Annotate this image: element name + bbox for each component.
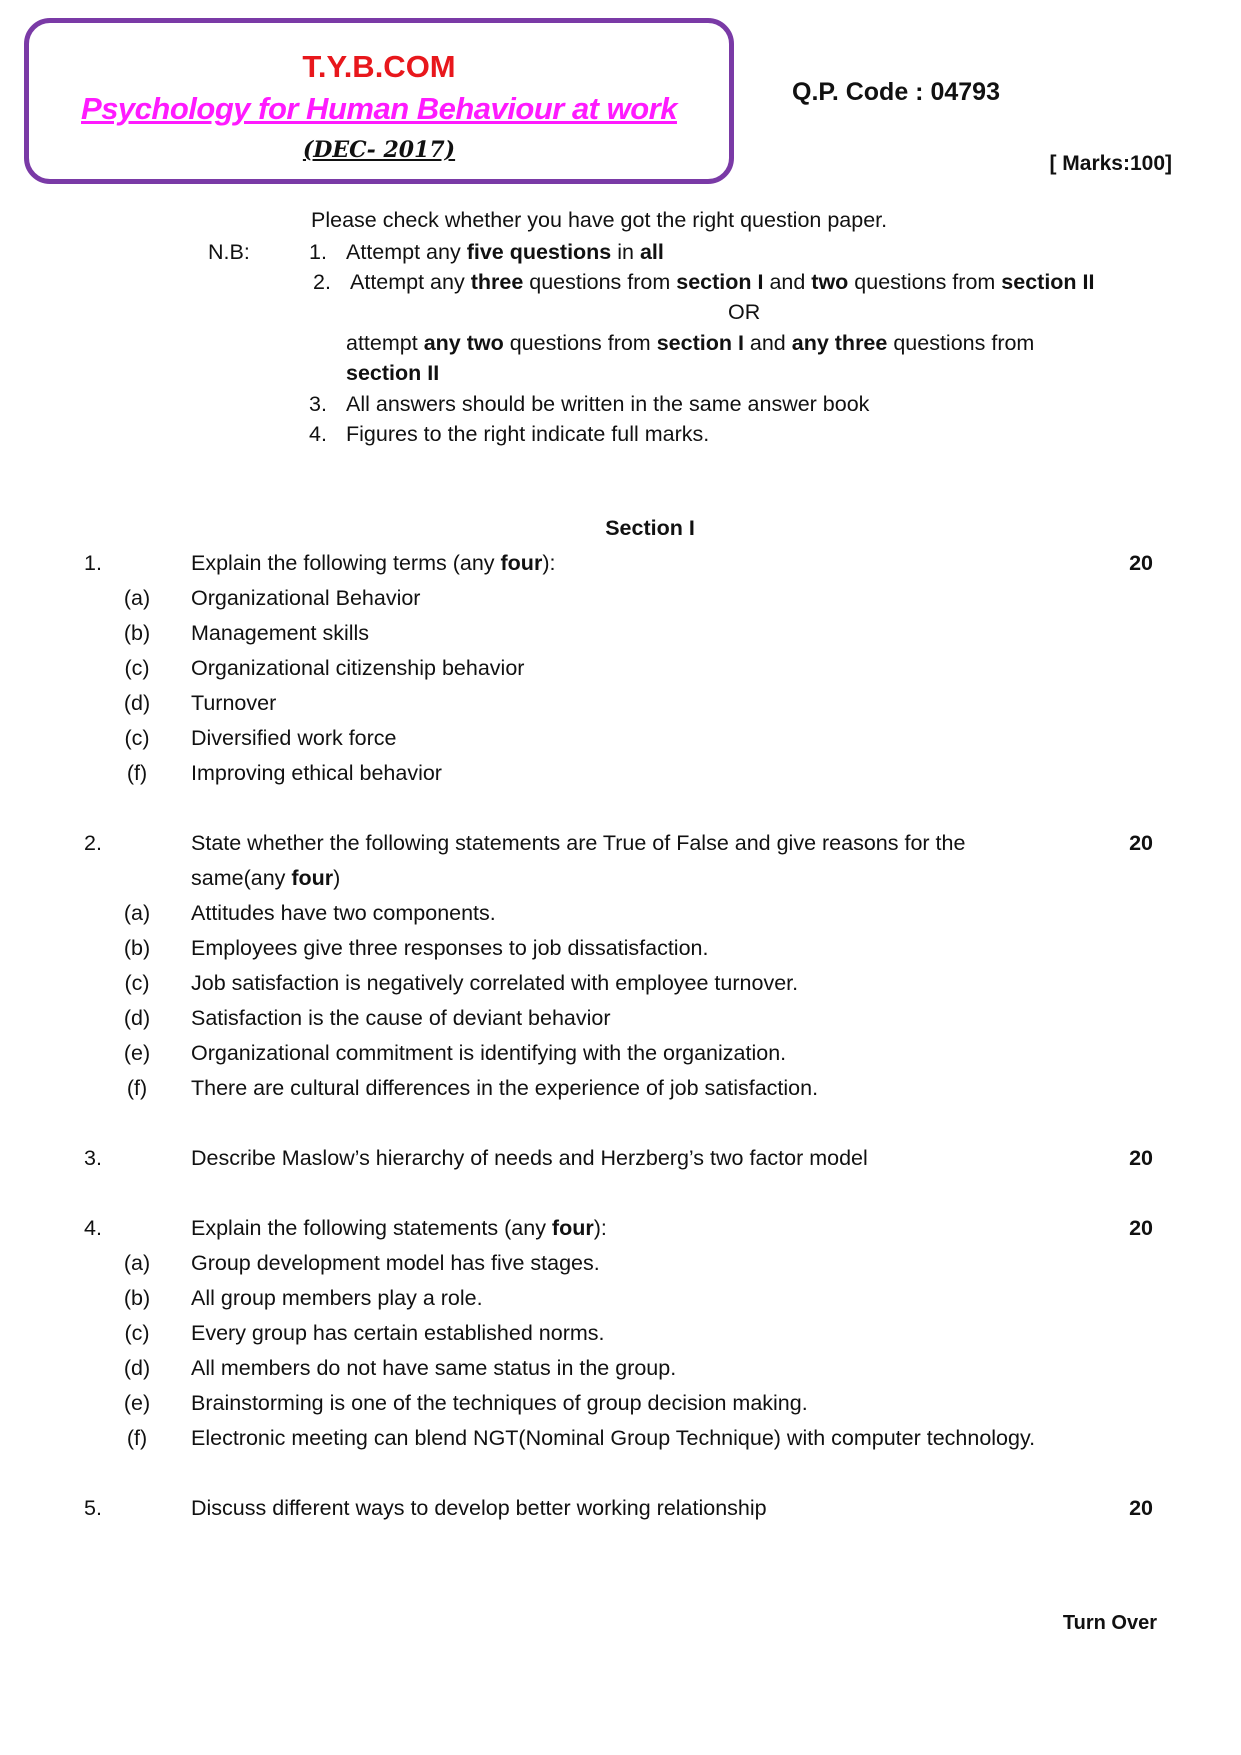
q2-item-text: Job satisfaction is negatively correlated with employee turnover. (191, 971, 799, 995)
instruction-1: Attempt any five questions in all (346, 240, 664, 264)
question-2-marks: 20 (1129, 831, 1153, 855)
q1-item-text: Turnover (191, 691, 277, 715)
question-2-number: 2. (84, 831, 102, 855)
q1-item-text: Organizational citizenship behavior (191, 656, 525, 680)
question-4-marks: 20 (1129, 1216, 1153, 1240)
q2-item-label: (e) (123, 1041, 151, 1065)
q1-item-label: (f) (126, 761, 148, 785)
q2-item-label: (f) (126, 1076, 148, 1100)
subject-title: Psychology for Human Behaviour at work (81, 91, 677, 126)
question-1-number: 1. (84, 551, 102, 575)
q1-item-text: Improving ethical behavior (191, 761, 442, 785)
q2-item-text: Organizational commitment is identifying with the organization. (191, 1041, 787, 1065)
section-heading: Section I (605, 516, 695, 540)
question-4-number: 4. (84, 1216, 102, 1240)
q4-item-label: (e) (123, 1391, 151, 1415)
nb-label: N.B: (208, 240, 250, 264)
q2-item-label: (a) (123, 901, 151, 925)
instruction-4-number: 4. (309, 422, 327, 446)
or-separator: OR (728, 300, 761, 324)
instruction-2-alternative-cont: section II (346, 361, 440, 385)
qp-code: Q.P. Code : 04793 (792, 78, 1000, 106)
question-5-number: 5. (84, 1496, 102, 1520)
q4-item-label: (a) (123, 1251, 151, 1275)
q2-item-label: (b) (123, 936, 151, 960)
instruction-4: Figures to the right indicate full marks. (346, 422, 710, 446)
q2-item-text: Employees give three responses to job dissatisfaction. (191, 936, 709, 960)
question-2-stem-line1: State whether the following statements are True of False and give reasons for the (191, 831, 966, 855)
check-paper-note: Please check whether you have got the right question paper. (311, 208, 888, 232)
q2-item-label: (c) (124, 971, 150, 995)
question-3-number: 3. (84, 1146, 102, 1170)
q4-item-text: All group members play a role. (191, 1286, 483, 1310)
question-2-stem-line2: same(any four) (191, 866, 341, 890)
turn-over-note: Turn Over (1062, 1612, 1157, 1634)
question-1-marks: 20 (1129, 551, 1153, 575)
q1-item-label: (c) (124, 656, 150, 680)
instruction-3-number: 3. (309, 392, 327, 416)
instruction-2: Attempt any three questions from section I and two questions from section II (350, 270, 1095, 294)
q2-item-text: Attitudes have two components. (191, 901, 496, 925)
q1-item-text: Management skills (191, 621, 370, 645)
instruction-2-number: 2. (313, 270, 331, 294)
q4-item-label: (b) (123, 1286, 151, 1310)
q2-item-label: (d) (123, 1006, 151, 1030)
course-title: T.Y.B.COM (302, 49, 456, 84)
q1-item-label: (d) (123, 691, 151, 715)
q4-item-label: (c) (124, 1321, 150, 1345)
question-5-text: Discuss different ways to develop better working relationship (191, 1496, 767, 1520)
instruction-1-number: 1. (309, 240, 327, 264)
q4-item-text: Group development model has five stages. (191, 1251, 600, 1275)
title-box (24, 18, 734, 184)
q4-item-text: Every group has certain established norms. (191, 1321, 605, 1345)
q1-item-label: (c) (124, 726, 150, 750)
q4-item-label: (d) (123, 1356, 151, 1380)
q1-item-text: Organizational Behavior (191, 586, 421, 610)
total-marks: [ Marks:100] (1049, 152, 1172, 175)
q2-item-text: There are cultural differences in the experience of job satisfaction. (191, 1076, 819, 1100)
q1-item-label: (b) (123, 621, 151, 645)
q4-item-label: (f) (126, 1426, 148, 1450)
instruction-2-alternative: attempt any two questions from section I and any three questions from (346, 331, 1035, 355)
instruction-3: All answers should be written in the same answer book (346, 392, 870, 416)
question-1-stem: Explain the following terms (any four): (191, 551, 556, 575)
q4-item-text: Brainstorming is one of the techniques of group decision making. (191, 1391, 808, 1415)
exam-date: (DEC- 2017) (302, 137, 456, 163)
q1-item-label: (a) (123, 586, 151, 610)
q4-item-text: Electronic meeting can blend NGT(Nominal Group Technique) with computer technology. (191, 1426, 1036, 1450)
q1-item-text: Diversified work force (191, 726, 397, 750)
question-3-marks: 20 (1129, 1146, 1153, 1170)
question-3-text: Describe Maslow’s hierarchy of needs and Herzberg’s two factor model (191, 1146, 868, 1170)
q2-item-text: Satisfaction is the cause of deviant behavior (191, 1006, 611, 1030)
question-4-stem: Explain the following statements (any four): (191, 1216, 607, 1240)
q4-item-text: All members do not have same status in the group. (191, 1356, 677, 1380)
question-5-marks: 20 (1129, 1496, 1153, 1520)
